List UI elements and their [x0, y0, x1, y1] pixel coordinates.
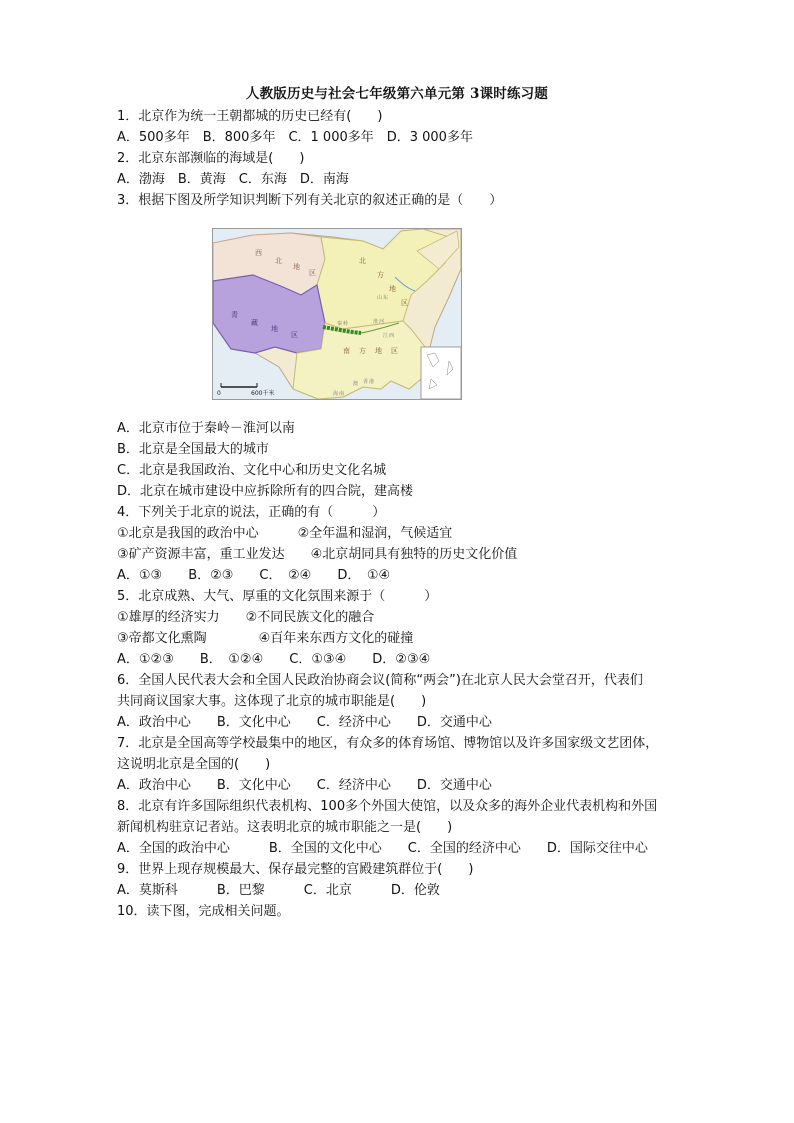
question-3: 3．根据下图及所学知识判断下列有关北京的叙述正确的是（ ） — [117, 193, 503, 208]
map-label: 区 — [391, 347, 398, 355]
scale-distance-label: 600千米 — [251, 390, 275, 397]
question-6-options: A．政治中心 B．文化中心 C．经济中心 D．交通中心 — [117, 715, 492, 730]
scale-zero-label: 0 — [217, 390, 221, 397]
map-label: 地 — [271, 325, 278, 333]
question-4: 4．下列关于北京的说法，正确的有（ ） — [117, 505, 386, 520]
question-5-options: A．①②③ B． ①②④ C．①③④ D．②③④ — [117, 652, 431, 667]
map-label: 河 — [379, 319, 385, 325]
map-label: 区 — [291, 331, 298, 339]
map-label: 淮 — [373, 319, 379, 325]
question-9-options: A．莫斯科 B．巴黎 C．北京 D．伦敦 — [117, 883, 440, 898]
map-label: 南 — [339, 391, 345, 397]
map-label: 区 — [401, 299, 408, 307]
map-label: 青 — [231, 311, 238, 319]
question-5-statements-2: ③帝都文化熏陶 ④百年来东西方文化的碰撞 — [117, 631, 414, 646]
question-3-option-d: D．北京在城市建设中应拆除所有的四合院，建高楼 — [117, 484, 414, 499]
map-label: 地 — [293, 263, 300, 271]
map-label: 江 — [383, 333, 389, 339]
map-label: 区 — [309, 269, 316, 277]
map-label: 秦 — [337, 321, 343, 327]
question-5: 5．北京成熟、大气、厚重的文化氛围来源于（ ） — [117, 589, 438, 604]
question-10: 10．读下图，完成相关问题。 — [117, 904, 290, 919]
question-6-cont: 共同商议国家大事。这体现了北京的城市职能是( ) — [117, 694, 427, 709]
question-6: 6．全国人民代表大会和全国人民政治协商会议(简称“两会”)在北京人民大会堂召开，代表们 — [117, 673, 643, 688]
question-4-options: A．①③ B．②③ C． ②④ D． ①④ — [117, 568, 391, 583]
map-label: 方 — [377, 271, 384, 279]
question-7: 7．北京是全国高等学校最集中的地区，有众多的体育场馆、博物馆以及许多国家级文艺团体， — [117, 736, 659, 751]
question-3-option-a: A．北京市位于秦岭－淮河以南 — [117, 421, 295, 436]
question-8-cont: 新闻机构驻京记者站。这表明北京的城市职能之一是( ) — [117, 820, 453, 835]
question-4-statements-1: ①北京是我国的政治中心 ②全年温和湿润，气候适宜 — [117, 526, 453, 541]
map-label: 南 — [343, 347, 350, 355]
question-8: 8．北京有许多国际组织代表机构、100多个外国大使馆，以及众多的海外企业代表机构和外国 — [117, 799, 658, 814]
question-7-cont: 这说明北京是全国的( ) — [117, 757, 271, 772]
map-label: 方 — [359, 347, 366, 355]
question-3-option-b: B．北京是全国最大的城市 — [117, 442, 269, 457]
map-label: 山 — [377, 295, 383, 301]
map-label: 西 — [255, 249, 262, 257]
question-8-options: A．全国的政治中心 B．全国的文化中心 C．全国的经济中心 D．国际交往中心 — [117, 841, 648, 856]
question-1-options: A．500多年 B．800多年 C．1 000多年 D．3 000多年 — [117, 130, 473, 145]
map-label: 东 — [383, 295, 389, 301]
question-7-options: A．政治中心 B．文化中心 C．经济中心 D．交通中心 — [117, 778, 492, 793]
map-label: 北 — [359, 257, 366, 265]
map-label: 岭 — [343, 321, 349, 327]
china-regions-map-figure — [213, 229, 461, 399]
question-2-options: A．渤海 B．黄海 C．东海 D．南海 — [117, 172, 349, 187]
map-label: 藏 — [251, 319, 258, 327]
map-label: 西 — [389, 333, 395, 339]
map-label: 港 — [369, 379, 375, 385]
question-4-statements-2: ③矿产资源丰富，重工业发达 ④北京胡同具有独特的历史文化价值 — [117, 547, 518, 562]
map-label: 澳 — [353, 381, 359, 387]
map-label: 北 — [275, 257, 282, 265]
question-9: 9．世界上现存规模最大、保存最完整的宫殿建筑群位于( ) — [117, 862, 474, 877]
question-1: 1．北京作为统一王朝都城的历史已经有( ) — [117, 109, 383, 124]
question-2: 2．北京东部濒临的海域是( ) — [117, 151, 305, 166]
map-label: 地 — [375, 347, 382, 355]
map-label: 香 — [363, 379, 369, 385]
map-label: 海 — [333, 391, 339, 397]
question-3-option-c: C．北京是我国政治、文化中心和历史文化名城 — [117, 463, 387, 478]
worksheet-title: 人教版历史与社会七年级第六单元第 3课时练习题 — [245, 86, 549, 102]
question-5-statements-1: ①雄厚的经济实力 ②不同民族文化的融合 — [117, 610, 375, 625]
china-regions-map — [212, 228, 462, 400]
map-label: 地 — [389, 285, 396, 293]
